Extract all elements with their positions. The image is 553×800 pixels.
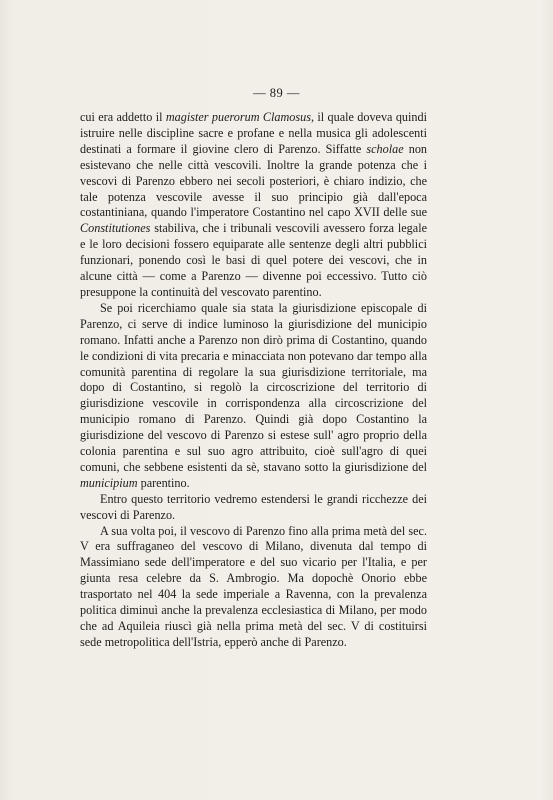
text-segment: A sua volta poi, il vescovo di Parenzo fino alla prima metà del sec. V era suffraganeo del vescovo di Milano, divenuta dal tempo di Massimiano sede dell'imperatore e del suo vicario per l'Italia, e per giunta resa celebre da S. Ambrogio. Ma dopochè Onorio ebbe trasportato nel 404 la sede imperiale a Ravenna, con la prevalenza politica diminuì anche la prevalenza ecclesiastica di Milano, per modo che ad Aquileia riuscì già nella prima metà del sec. V di costituirsi sede metropolitica dell'Istria, epperò anche di Parenzo. <box>80 523 427 649</box>
italic-text: municipium <box>80 475 138 490</box>
paragraph <box>80 492 427 524</box>
text-segment: cui era addetto il <box>80 110 166 124</box>
text-segment: , il quale doveva quindi istruire nelle discipline sacre e profane e nella musica gli adolescenti destinati a formare il giovine clero di Parenzo. Siffatte <box>80 110 427 156</box>
italic-text: scholae <box>366 141 404 156</box>
text-segment: Entro questo territorio vedremo estendersi le grandi ricchezze dei vescovi di Parenzo. <box>80 491 427 522</box>
text-segment: Se poi ricerchiamo quale sia stata la giurisdizione episcopale di Parenzo, ci serve di indice luminoso la giurisdizione del municipio romano. Infatti anche a Parenzo non dirò prima di Costantino, quando le condizioni di vita precaria e minacciata non potevano dar tempo alla comunità parentina di regolare la sua giurisdizione territoriale, ma dopo di Costantino, si regolò la circoscrizione del territorio di giurisdizione vescovile in corrispondenza alla circoscrizione del municipio romano di Parenzo. Quindi già dopo Costantino la giurisdizione del vescovo di Parenzo si estese sull' agro proprio della colonia parentina e sul suo agro attribuito, cioè sull'agro di quei comuni, che sebbene esistenti da sè, stavano sotto la giurisdizione del <box>80 300 427 474</box>
italic-text: magister puerorum Clamosus <box>165 110 311 124</box>
paragraph <box>80 301 427 492</box>
text-segment: non esistevano che nelle città vescovili. Inoltre la grande potenza che i vescovi di Parenzo ebbero nei secoli posteriori, è chiaro indizio, che tale potenza vescovile avesse il suo principio già dall'epoca costantiniana, quando l'imperatore Costantino nel capo XVII delle sue <box>80 141 427 220</box>
text-segment: parentino. <box>137 475 190 490</box>
body-text <box>80 110 427 651</box>
paragraph <box>80 524 427 651</box>
italic-text: Constitutiones <box>80 221 151 236</box>
page-number: — 89 — <box>253 86 300 100</box>
paragraph <box>80 110 427 301</box>
text-segment: stabiliva, che i tribunali vescovili avessero forza legale e le loro decisioni fossero equiparate alle sentenze degli altri pubblici funzionari, ponendo così le basi di quel potere dei vescovi, che in alcune città — come a Parenzo — divenne poi eccessivo. Tutto ciò presuppone la continuità del vescovato parentino. <box>80 221 427 299</box>
